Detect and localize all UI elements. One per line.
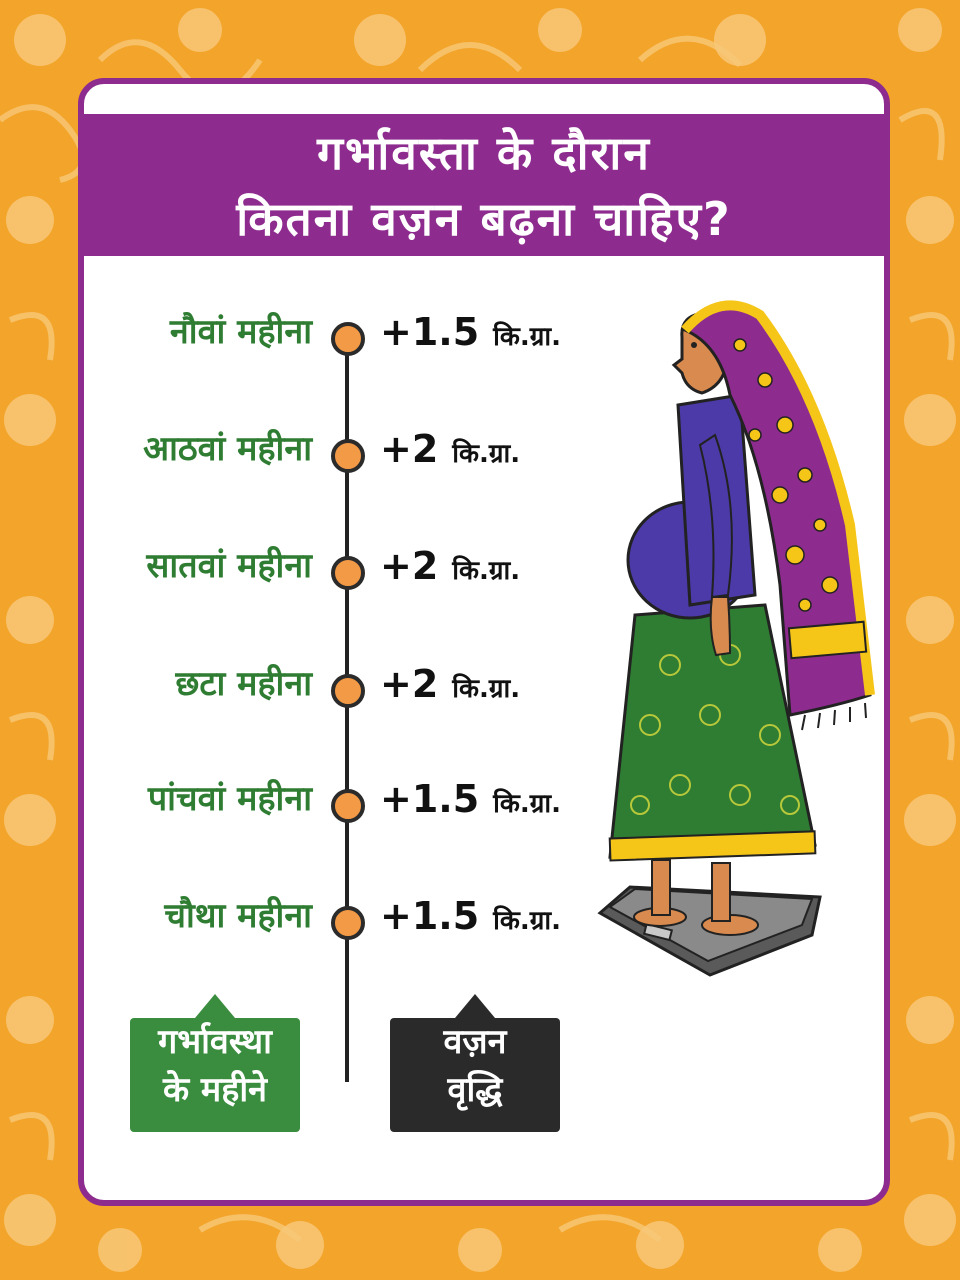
gain-unit: कि.ग्रा.: [452, 439, 521, 469]
month-label: पांचवां महीना: [147, 779, 312, 819]
title-line-2: कितना वज़न बढ़ना चाहिए?: [236, 192, 732, 246]
legend-months-line-2: के महीने: [162, 1070, 267, 1110]
legend-months-line-1: गर्भावस्था: [158, 1022, 272, 1062]
gain-amount: +1.5: [380, 894, 480, 938]
title-line-1: गर्भावस्ता के दौरान: [317, 126, 651, 180]
timeline-dot: [331, 674, 365, 708]
legend-weight-line-1: वज़न: [443, 1022, 507, 1062]
weight-gain: [380, 542, 520, 598]
gain-unit: कि.ग्रा.: [452, 556, 521, 586]
month-label: नौवां महीना: [169, 312, 312, 352]
timeline-dot: [331, 439, 365, 473]
legend-months-tag: [130, 1018, 300, 1132]
title-banner: [84, 114, 884, 256]
weight-gain: [380, 660, 520, 716]
timeline-dot: [331, 789, 365, 823]
month-label: छटा महीना: [175, 664, 312, 704]
gain-amount: +1.5: [380, 310, 480, 354]
weight-gain: [380, 425, 520, 481]
gain-unit: कि.ग्रा.: [452, 674, 521, 704]
gain-amount: +1.5: [380, 777, 480, 821]
gain-amount: +2: [380, 662, 439, 706]
month-label: चौथा महीना: [164, 896, 312, 936]
gain-unit: कि.ग्रा.: [493, 789, 562, 819]
month-label: सातवां महीना: [146, 546, 312, 586]
gain-amount: +2: [380, 427, 439, 471]
gain-unit: कि.ग्रा.: [493, 906, 562, 936]
month-label: आठवां महीना: [143, 429, 312, 469]
legend-weight-line-2: वृद्धि: [447, 1070, 503, 1110]
timeline-dot: [331, 556, 365, 590]
timeline-dot: [331, 906, 365, 940]
weight-gain: [380, 308, 561, 364]
weight-gain: [380, 892, 561, 948]
pregnant-woman-illustration: [590, 285, 890, 985]
weight-gain: [380, 775, 561, 831]
legend-weight-tag: [390, 1018, 560, 1132]
gain-unit: कि.ग्रा.: [493, 322, 562, 352]
gain-amount: +2: [380, 544, 439, 588]
timeline-dot: [331, 322, 365, 356]
